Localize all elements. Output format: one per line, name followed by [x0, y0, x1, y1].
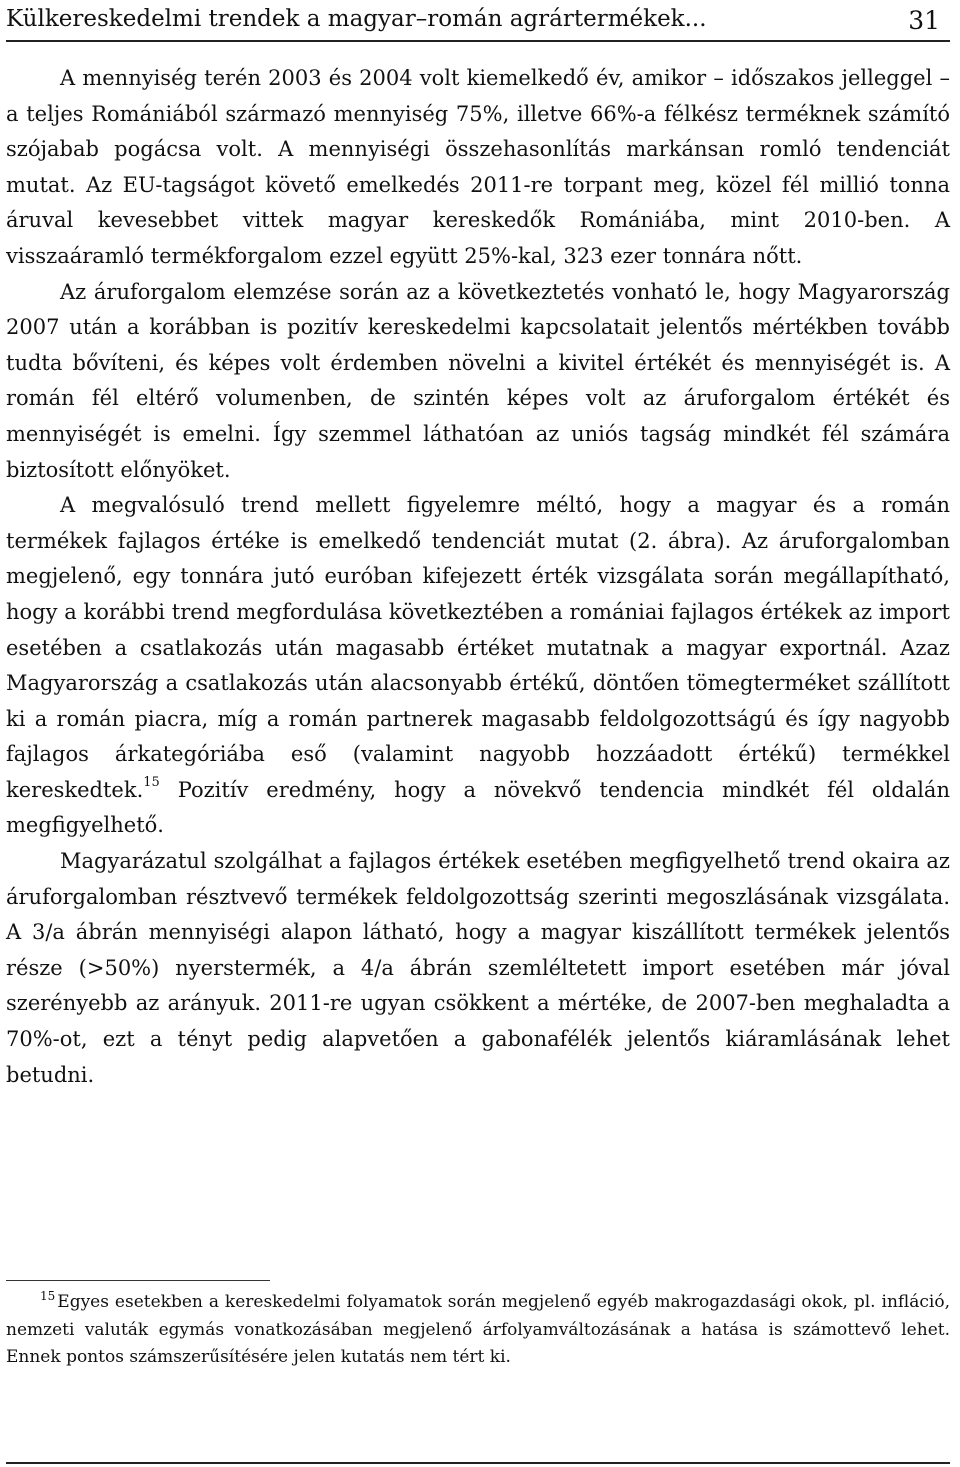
footnote-rule: [6, 1280, 270, 1281]
bottom-rule: [6, 1462, 950, 1464]
page-number: 31: [908, 6, 940, 35]
header-rule: [6, 40, 950, 42]
footnote: [6, 1289, 950, 1372]
paragraph-1: A mennyiség terén 2003 és 2004 volt kiemelkedő év, amikor – időszakos jelleggel – a teljes Romániából származó mennyiség 75%, illetve 66%-a félkész terméknek számító szójabab pogácsa volt. A mennyiségi összehasonlítás markánsan romló tendenciát mutat. Az EU-tagságot követő emelkedés 2011-re torpant meg, közel fél millió tonna áruval kevesebbet vittek magyar kereskedők Romániába, mint 2010-ben. A visszaáramló termékforgalom ezzel együtt 25%-kal, 323 ezer tonnára nőtt.: [6, 66, 950, 268]
footnote-reference[interactable]: 15: [143, 774, 160, 790]
footnote-number: 15: [40, 1289, 56, 1303]
footnote-text: Egyes esetekben a kereskedelmi folyamatok során megjelenő egyéb makrogazdasági okok, pl. infláció, nemzeti valuták egymás vonatkozásában megjelenő árfolyamváltozásának a hatása is számottevő lehet. Ennek pontos számszerűsítésére jelen kutatás nem tért ki.: [6, 1292, 950, 1367]
body-text: [6, 61, 950, 1093]
paragraph-3-text: A megvalósuló trend mellett figyelemre méltó, hogy a magyar és a román termékek fajlagos értéke is emelkedő tendenciát mutat (2. ábra). Az áruforgalomban megjelenő, egy tonnára jutó euróban kifejezett érték vizsgálata során megállapítható, hogy a korábbi trend megfordulása következtében a romániai fajlagos értékek az import esetében a csatlakozás után magasabb értéket mutatnak a magyar exportnál. Azaz Magyarország a csatlakozás után alacsonyabb értékű, döntően tömegterméket szállított ki a román piacra, míg a román partnerek magasabb feldolgozottságú és így nagyobb fajlagos árkategóriába eső (valamint nagyobb hozzáadott értékű) termékkel kereskedtek.: [6, 493, 950, 802]
running-title: Külkereskedelmi trendek a magyar–román agrártermékek...: [6, 6, 707, 32]
paragraph-2: Az áruforgalom elemzése során az a következtetés vonható le, hogy Magyarország 2007 után a korábban is pozitív kereskedelmi kapcsolatait jelentős mértékben tovább tudta bővíteni, és képes volt érdemben növelni a kivitel értékét és mennyiségét is. A román fél eltérő volumenben, de szintén képes volt az áruforgalom értékét és mennyiségét is emelni. Így szemmel láthatóan az uniós tagság mindkét fél számára biztosított előnyöket.: [6, 279, 950, 482]
paragraph-3-tail: Pozitív eredmény, hogy a növekvő tendencia mindkét fél oldalán megfigyelhető.: [6, 777, 950, 838]
paragraph-3: [6, 488, 950, 844]
paragraph-4: Magyarázatul szolgálhat a fajlagos értékek esetében megfigyelhető trend okaira az áruforgalomban résztvevő termékek feldolgozottság szerinti megoszlásának vizsgálata. A 3/a ábrán mennyiségi alapon látható, hogy a magyar kiszállított termékek jelentős része (>50%) nyerstermék, a 4/a ábrán szemléltetett import esetében már jóval szerényebb az arányuk. 2011-re ugyan csökkent a mértéke, de 2007-ben meghaladta a 70%-ot, ezt a tényt pedig alapvetően a gabonafélék jelentős kiáramlásának lehet betudni.: [6, 849, 950, 1087]
